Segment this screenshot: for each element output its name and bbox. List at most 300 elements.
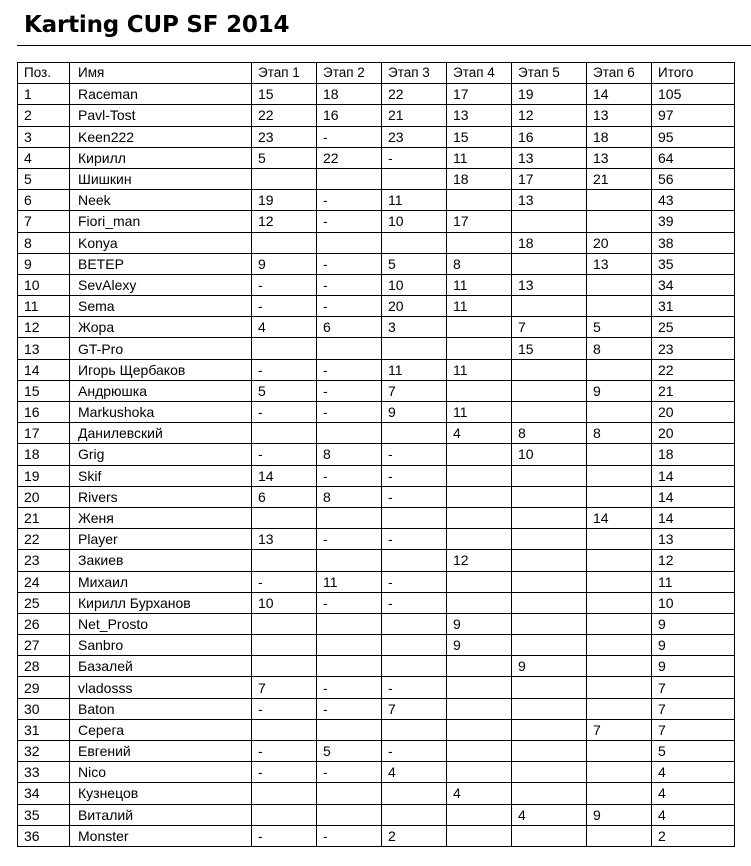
cell-stage-3: 21 [382, 105, 447, 126]
cell-stage-6 [587, 762, 652, 783]
cell-stage-5: 10 [512, 444, 587, 465]
cell-name: SevAlexy [70, 274, 252, 295]
cell-stage-6 [587, 486, 652, 507]
cell-stage-6 [587, 402, 652, 423]
cell-pos: 4 [18, 147, 70, 168]
cell-stage-3: 7 [382, 380, 447, 401]
cell-total: 43 [652, 190, 735, 211]
cell-stage-2: 6 [317, 317, 382, 338]
cell-pos: 25 [18, 592, 70, 613]
cell-total: 23 [652, 338, 735, 359]
table-row [18, 253, 735, 274]
cell-total: 34 [652, 274, 735, 295]
cell-stage-5 [512, 465, 587, 486]
cell-stage-2 [317, 613, 382, 634]
cell-pos: 18 [18, 444, 70, 465]
cell-stage-4 [447, 804, 512, 825]
cell-stage-3 [382, 635, 447, 656]
cell-stage-6 [587, 656, 652, 677]
table-row [18, 338, 735, 359]
cell-stage-4 [447, 317, 512, 338]
cell-stage-2 [317, 338, 382, 359]
cell-stage-4 [447, 592, 512, 613]
cell-total: 10 [652, 592, 735, 613]
cell-name: Rivers [70, 486, 252, 507]
table-row [18, 444, 735, 465]
cell-total: 18 [652, 444, 735, 465]
cell-total: 25 [652, 317, 735, 338]
cell-stage-1: - [252, 698, 317, 719]
cell-stage-6 [587, 613, 652, 634]
cell-stage-6 [587, 529, 652, 550]
cell-total: 11 [652, 571, 735, 592]
cell-stage-6: 21 [587, 168, 652, 189]
cell-name: Закиев [70, 550, 252, 571]
cell-stage-4: 9 [447, 613, 512, 634]
cell-total: 64 [652, 147, 735, 168]
cell-stage-5: 9 [512, 656, 587, 677]
cell-stage-1: 15 [252, 84, 317, 105]
cell-total: 14 [652, 465, 735, 486]
cell-stage-5 [512, 741, 587, 762]
cell-name: Женя [70, 507, 252, 528]
cell-stage-3: 9 [382, 402, 447, 423]
header-stage-2: Этап 2 [317, 63, 382, 84]
cell-stage-4: 11 [447, 274, 512, 295]
table-row [18, 550, 735, 571]
cell-name: Михаил [70, 571, 252, 592]
cell-name: Nico [70, 762, 252, 783]
cell-stage-2: - [317, 359, 382, 380]
cell-stage-3: - [382, 571, 447, 592]
cell-stage-5: 7 [512, 317, 587, 338]
table-row [18, 402, 735, 423]
cell-stage-3 [382, 783, 447, 804]
cell-stage-6 [587, 359, 652, 380]
cell-stage-2 [317, 635, 382, 656]
cell-stage-3: 2 [382, 825, 447, 846]
cell-stage-6 [587, 635, 652, 656]
cell-stage-3: - [382, 529, 447, 550]
cell-total: 39 [652, 211, 735, 232]
cell-total: 7 [652, 719, 735, 740]
cell-total: 31 [652, 296, 735, 317]
cell-stage-5 [512, 592, 587, 613]
cell-stage-5 [512, 507, 587, 528]
cell-total: 21 [652, 380, 735, 401]
table-row [18, 656, 735, 677]
cell-stage-2 [317, 232, 382, 253]
cell-stage-1: 12 [252, 211, 317, 232]
cell-stage-4 [447, 719, 512, 740]
cell-stage-6: 13 [587, 105, 652, 126]
cell-stage-6 [587, 465, 652, 486]
cell-total: 14 [652, 486, 735, 507]
cell-name: Keen222 [70, 126, 252, 147]
cell-pos: 20 [18, 486, 70, 507]
cell-pos: 28 [18, 656, 70, 677]
cell-stage-2: - [317, 380, 382, 401]
header-total: Итого [652, 63, 735, 84]
cell-total: 20 [652, 402, 735, 423]
cell-stage-5 [512, 825, 587, 846]
cell-stage-6: 8 [587, 338, 652, 359]
cell-stage-4 [447, 762, 512, 783]
cell-stage-2: - [317, 211, 382, 232]
table-row [18, 211, 735, 232]
cell-total: 95 [652, 126, 735, 147]
cell-name: Sanbro [70, 635, 252, 656]
cell-pos: 23 [18, 550, 70, 571]
cell-stage-5 [512, 550, 587, 571]
cell-stage-3 [382, 232, 447, 253]
cell-name: vladosss [70, 677, 252, 698]
cell-stage-3: 3 [382, 317, 447, 338]
cell-stage-4: 4 [447, 783, 512, 804]
table-row [18, 592, 735, 613]
cell-stage-1 [252, 613, 317, 634]
cell-name: Жора [70, 317, 252, 338]
cell-name: Шишкин [70, 168, 252, 189]
cell-pos: 10 [18, 274, 70, 295]
cell-total: 97 [652, 105, 735, 126]
cell-stage-6 [587, 274, 652, 295]
table-row [18, 465, 735, 486]
table-row [18, 677, 735, 698]
cell-stage-2 [317, 507, 382, 528]
cell-stage-5: 8 [512, 423, 587, 444]
cell-stage-2: - [317, 253, 382, 274]
cell-stage-1: 7 [252, 677, 317, 698]
cell-stage-5 [512, 529, 587, 550]
cell-stage-2: - [317, 465, 382, 486]
cell-stage-6: 13 [587, 253, 652, 274]
cell-total: 20 [652, 423, 735, 444]
cell-stage-2 [317, 423, 382, 444]
header-stage-4: Этап 4 [447, 63, 512, 84]
cell-stage-1: 14 [252, 465, 317, 486]
cell-name: Игорь Щербаков [70, 359, 252, 380]
cell-pos: 9 [18, 253, 70, 274]
cell-total: 9 [652, 656, 735, 677]
cell-stage-3: 7 [382, 698, 447, 719]
cell-stage-4 [447, 529, 512, 550]
cell-stage-3 [382, 423, 447, 444]
cell-total: 5 [652, 741, 735, 762]
cell-stage-1: - [252, 274, 317, 295]
cell-name: Андрюшка [70, 380, 252, 401]
cell-stage-4 [447, 338, 512, 359]
page-title: Karting CUP SF 2014 [24, 12, 290, 38]
cell-total: 38 [652, 232, 735, 253]
cell-pos: 7 [18, 211, 70, 232]
cell-stage-2: - [317, 825, 382, 846]
cell-stage-4 [447, 656, 512, 677]
cell-stage-6: 13 [587, 147, 652, 168]
cell-pos: 19 [18, 465, 70, 486]
cell-stage-4 [447, 677, 512, 698]
cell-stage-6 [587, 571, 652, 592]
cell-pos: 34 [18, 783, 70, 804]
cell-stage-3: 5 [382, 253, 447, 274]
cell-stage-4 [447, 444, 512, 465]
cell-name: Fiori_man [70, 211, 252, 232]
cell-stage-4 [447, 571, 512, 592]
cell-stage-5: 13 [512, 274, 587, 295]
cell-stage-3: 20 [382, 296, 447, 317]
cell-stage-2: 18 [317, 84, 382, 105]
cell-stage-5 [512, 635, 587, 656]
table-row [18, 232, 735, 253]
cell-stage-3: - [382, 677, 447, 698]
cell-total: 2 [652, 825, 735, 846]
cell-total: 105 [652, 84, 735, 105]
cell-stage-1: 22 [252, 105, 317, 126]
cell-pos: 36 [18, 825, 70, 846]
cell-stage-3 [382, 804, 447, 825]
cell-pos: 33 [18, 762, 70, 783]
cell-total: 56 [652, 168, 735, 189]
cell-stage-1 [252, 507, 317, 528]
cell-name: Skif [70, 465, 252, 486]
cell-stage-5 [512, 762, 587, 783]
cell-stage-6 [587, 296, 652, 317]
cell-total: 35 [652, 253, 735, 274]
cell-name: Данилевский [70, 423, 252, 444]
cell-stage-2 [317, 168, 382, 189]
cell-pos: 15 [18, 380, 70, 401]
header-stage-5: Этап 5 [512, 63, 587, 84]
cell-stage-4 [447, 486, 512, 507]
cell-name: Baton [70, 698, 252, 719]
table-row [18, 317, 735, 338]
cell-stage-5 [512, 380, 587, 401]
cell-stage-2 [317, 719, 382, 740]
cell-stage-6 [587, 444, 652, 465]
cell-stage-1 [252, 423, 317, 444]
cell-stage-3: - [382, 465, 447, 486]
header-stage-1: Этап 1 [252, 63, 317, 84]
cell-pos: 35 [18, 804, 70, 825]
cell-total: 9 [652, 613, 735, 634]
cell-stage-3 [382, 507, 447, 528]
cell-stage-2: - [317, 529, 382, 550]
table-row [18, 571, 735, 592]
cell-stage-3: - [382, 147, 447, 168]
cell-stage-6: 8 [587, 423, 652, 444]
cell-stage-2 [317, 783, 382, 804]
table-row [18, 486, 735, 507]
cell-pos: 27 [18, 635, 70, 656]
cell-stage-5: 18 [512, 232, 587, 253]
cell-stage-5: 13 [512, 147, 587, 168]
cell-stage-6: 9 [587, 380, 652, 401]
cell-total: 9 [652, 635, 735, 656]
cell-stage-5: 19 [512, 84, 587, 105]
cell-total: 22 [652, 359, 735, 380]
cell-pos: 32 [18, 741, 70, 762]
cell-stage-1 [252, 783, 317, 804]
table-row [18, 126, 735, 147]
cell-stage-3: - [382, 741, 447, 762]
table-row [18, 613, 735, 634]
cell-stage-4 [447, 380, 512, 401]
cell-stage-3 [382, 613, 447, 634]
cell-stage-4 [447, 741, 512, 762]
cell-stage-3: 4 [382, 762, 447, 783]
cell-total: 7 [652, 677, 735, 698]
table-body [18, 63, 735, 847]
cell-stage-2 [317, 550, 382, 571]
cell-stage-2: - [317, 126, 382, 147]
table-row [18, 84, 735, 105]
cell-stage-6 [587, 190, 652, 211]
table-row [18, 783, 735, 804]
cell-name: Базалей [70, 656, 252, 677]
cell-stage-1 [252, 232, 317, 253]
cell-stage-1 [252, 338, 317, 359]
cell-stage-4 [447, 698, 512, 719]
cell-stage-4 [447, 232, 512, 253]
cell-stage-3 [382, 338, 447, 359]
cell-name: ВЕТЕР [70, 253, 252, 274]
table-row [18, 190, 735, 211]
cell-stage-4: 9 [447, 635, 512, 656]
cell-name: Player [70, 529, 252, 550]
table-row [18, 719, 735, 740]
cell-stage-1: 9 [252, 253, 317, 274]
table-row [18, 423, 735, 444]
cell-stage-5 [512, 296, 587, 317]
cell-pos: 30 [18, 698, 70, 719]
standings-table [17, 62, 735, 847]
table-row [18, 529, 735, 550]
cell-pos: 21 [18, 507, 70, 528]
cell-stage-2: - [317, 698, 382, 719]
cell-stage-1: 13 [252, 529, 317, 550]
cell-stage-2: - [317, 592, 382, 613]
cell-stage-4: 11 [447, 359, 512, 380]
cell-stage-2: - [317, 762, 382, 783]
cell-stage-1 [252, 719, 317, 740]
cell-stage-4: 11 [447, 402, 512, 423]
table-row [18, 274, 735, 295]
cell-name: Кирилл Бурханов [70, 592, 252, 613]
cell-stage-3: - [382, 486, 447, 507]
cell-stage-4: 11 [447, 296, 512, 317]
cell-pos: 3 [18, 126, 70, 147]
cell-stage-6 [587, 677, 652, 698]
cell-stage-5: 12 [512, 105, 587, 126]
cell-stage-2: 8 [317, 486, 382, 507]
cell-stage-5 [512, 571, 587, 592]
cell-stage-2: - [317, 274, 382, 295]
cell-stage-1: 23 [252, 126, 317, 147]
cell-stage-6 [587, 550, 652, 571]
cell-stage-6: 9 [587, 804, 652, 825]
cell-pos: 22 [18, 529, 70, 550]
cell-stage-5: 13 [512, 190, 587, 211]
cell-stage-2: 16 [317, 105, 382, 126]
cell-stage-4 [447, 507, 512, 528]
cell-stage-6 [587, 741, 652, 762]
cell-stage-2: - [317, 402, 382, 423]
cell-stage-4 [447, 190, 512, 211]
cell-total: 4 [652, 783, 735, 804]
cell-stage-5 [512, 359, 587, 380]
cell-name: Neek [70, 190, 252, 211]
table-row [18, 380, 735, 401]
cell-pos: 2 [18, 105, 70, 126]
cell-stage-2: - [317, 677, 382, 698]
cell-stage-3 [382, 656, 447, 677]
cell-stage-2 [317, 804, 382, 825]
cell-stage-4: 17 [447, 211, 512, 232]
cell-pos: 5 [18, 168, 70, 189]
cell-name: Кузнецов [70, 783, 252, 804]
cell-stage-1 [252, 804, 317, 825]
cell-stage-5: 4 [512, 804, 587, 825]
table-row [18, 168, 735, 189]
header-name: Имя [70, 63, 252, 84]
table-row [18, 296, 735, 317]
header-stage-6: Этап 6 [587, 63, 652, 84]
cell-stage-1: - [252, 741, 317, 762]
cell-name: Monster [70, 825, 252, 846]
cell-name: Raceman [70, 84, 252, 105]
table-row [18, 762, 735, 783]
cell-pos: 6 [18, 190, 70, 211]
cell-pos: 24 [18, 571, 70, 592]
cell-stage-4: 17 [447, 84, 512, 105]
cell-stage-5 [512, 719, 587, 740]
cell-stage-4 [447, 465, 512, 486]
cell-stage-5: 15 [512, 338, 587, 359]
cell-stage-3: 11 [382, 190, 447, 211]
cell-stage-1: - [252, 444, 317, 465]
cell-pos: 13 [18, 338, 70, 359]
cell-name: Sema [70, 296, 252, 317]
cell-stage-2: - [317, 190, 382, 211]
cell-name: Grig [70, 444, 252, 465]
cell-stage-1: - [252, 825, 317, 846]
cell-stage-1: - [252, 402, 317, 423]
cell-pos: 31 [18, 719, 70, 740]
cell-name: Net_Prosto [70, 613, 252, 634]
title-underline [17, 45, 751, 46]
cell-stage-5 [512, 677, 587, 698]
cell-pos: 1 [18, 84, 70, 105]
cell-stage-1: - [252, 571, 317, 592]
cell-stage-6: 14 [587, 507, 652, 528]
cell-stage-1: - [252, 762, 317, 783]
cell-stage-2: 5 [317, 741, 382, 762]
cell-stage-2: 11 [317, 571, 382, 592]
cell-stage-4: 12 [447, 550, 512, 571]
cell-stage-6: 7 [587, 719, 652, 740]
cell-name: Pavl-Tost [70, 105, 252, 126]
cell-stage-4: 4 [447, 423, 512, 444]
cell-total: 13 [652, 529, 735, 550]
cell-stage-1: 6 [252, 486, 317, 507]
cell-stage-5 [512, 253, 587, 274]
cell-name: Серега [70, 719, 252, 740]
cell-name: Виталий [70, 804, 252, 825]
cell-stage-1: 5 [252, 380, 317, 401]
cell-stage-3: - [382, 444, 447, 465]
cell-stage-6 [587, 211, 652, 232]
table-row [18, 635, 735, 656]
